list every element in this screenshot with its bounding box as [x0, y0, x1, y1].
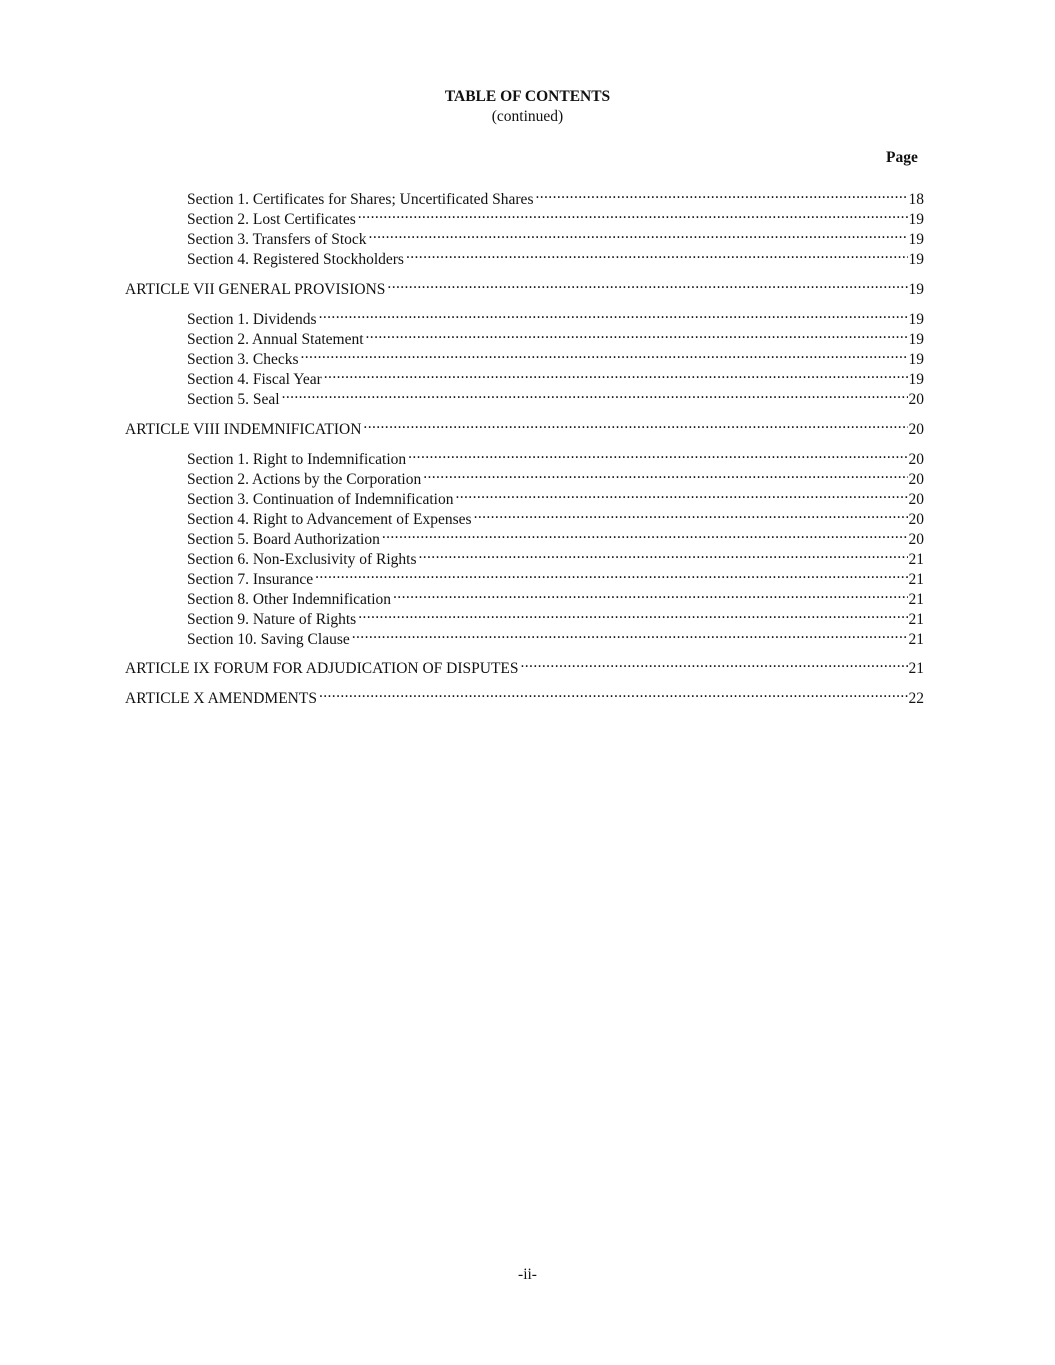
toc-entry[interactable] — [187, 304, 924, 328]
toc-entry-page: 19 — [908, 281, 924, 298]
toc-entry[interactable] — [187, 384, 924, 408]
toc-entry-page: 21 — [908, 611, 924, 628]
dot-leader — [369, 224, 908, 244]
toc-entry[interactable] — [187, 544, 924, 568]
page-number-footer: -ii- — [518, 1266, 537, 1283]
toc-entry[interactable] — [187, 244, 924, 268]
toc-entry-title: Section 3. Transfers of Stock — [187, 231, 367, 248]
toc-entry-title: Section 4. Right to Advancement of Expenses — [187, 511, 472, 528]
toc-entry[interactable] — [187, 444, 924, 468]
toc-entry-title: ARTICLE X AMENDMENTS — [125, 690, 317, 707]
toc-entry-title: ARTICLE VII GENERAL PROVISIONS — [125, 281, 386, 298]
toc-entry-page: 19 — [908, 351, 924, 368]
dot-leader — [382, 524, 908, 544]
toc-entry-title: Section 5. Board Authorization — [187, 531, 380, 548]
toc-entry-page: 21 — [908, 571, 924, 588]
dot-leader — [352, 624, 908, 644]
toc-entry-title: Section 3. Continuation of Indemnification — [187, 491, 454, 508]
toc-article-entry[interactable] — [125, 683, 924, 707]
toc-entry-title: Section 6. Non-Exclusivity of Rights — [187, 551, 417, 568]
toc-entry-title: Section 10. Saving Clause — [187, 631, 350, 648]
toc-entry-title: Section 4. Registered Stockholders — [187, 251, 404, 268]
dot-leader — [423, 464, 907, 484]
toc-entry-page: 19 — [908, 211, 924, 228]
toc-entry-page: 20 — [908, 511, 924, 528]
dot-leader — [319, 683, 908, 703]
toc-entry[interactable] — [187, 184, 924, 208]
toc-entry[interactable] — [187, 324, 924, 348]
toc-entry-title: Section 5. Seal — [187, 391, 280, 408]
dot-leader — [474, 504, 908, 524]
toc-article-entry[interactable] — [125, 414, 924, 438]
toc-entry[interactable] — [187, 524, 924, 548]
dot-leader — [521, 653, 908, 673]
toc-subheading: (continued) — [491, 108, 564, 125]
toc-entry-page: 19 — [908, 251, 924, 268]
toc-entry-page: 19 — [908, 331, 924, 348]
toc-entry-page: 19 — [908, 371, 924, 388]
dot-leader — [366, 324, 908, 344]
toc-entry-page: 22 — [908, 690, 924, 707]
toc-entry-title: ARTICLE VIII INDEMNIFICATION — [125, 421, 362, 438]
dot-leader — [455, 484, 907, 504]
dot-leader — [358, 204, 908, 224]
toc-entry[interactable] — [187, 484, 924, 508]
toc-entry-title: Section 2. Actions by the Corporation — [187, 471, 422, 488]
dot-leader — [387, 274, 907, 294]
toc-entry-title: Section 9. Nature of Rights — [187, 611, 357, 628]
toc-article-entry[interactable] — [125, 653, 924, 677]
toc-entry-page: 19 — [908, 311, 924, 328]
toc-entry-page: 20 — [908, 491, 924, 508]
toc-entry-page: 20 — [908, 471, 924, 488]
dot-leader — [319, 304, 908, 324]
dot-leader — [315, 564, 907, 584]
toc-entry[interactable] — [187, 564, 924, 588]
toc-entry-page: 20 — [908, 421, 924, 438]
toc-entry-page: 18 — [908, 191, 924, 208]
toc-entry-title: Section 2. Annual Statement — [187, 331, 364, 348]
toc-entry[interactable] — [187, 204, 924, 228]
dot-leader — [406, 244, 908, 264]
toc-entry-title: Section 3. Checks — [187, 351, 299, 368]
toc-entry[interactable] — [187, 344, 924, 368]
dot-leader — [301, 344, 908, 364]
toc-entry[interactable] — [187, 504, 924, 528]
toc-entry-page: 20 — [908, 451, 924, 468]
toc-entry[interactable] — [187, 584, 924, 608]
toc-entry-title: Section 8. Other Indemnification — [187, 591, 392, 608]
toc-entry[interactable] — [187, 464, 924, 488]
toc-entry[interactable] — [187, 624, 924, 648]
page-column-label: Page — [886, 149, 918, 166]
dot-leader — [418, 544, 907, 564]
dot-leader — [324, 364, 908, 384]
toc-article-entry[interactable] — [125, 274, 924, 298]
toc-entry-title: Section 1. Certificates for Shares; Uncertificated Shares — [187, 191, 534, 208]
toc-heading: TABLE OF CONTENTS — [444, 88, 611, 105]
toc-entry-page: 21 — [908, 660, 924, 677]
toc-entry-title: Section 2. Lost Certificates — [187, 211, 356, 228]
dot-leader — [393, 584, 907, 604]
toc-entry-title: Section 4. Fiscal Year — [187, 371, 322, 388]
dot-leader — [363, 414, 907, 434]
toc-entry-title: ARTICLE IX FORUM FOR ADJUDICATION OF DISPUTES — [125, 660, 519, 677]
dot-leader — [535, 184, 907, 204]
toc-entry-page: 20 — [908, 531, 924, 548]
toc-entry-page: 20 — [908, 391, 924, 408]
toc-entry[interactable] — [187, 224, 924, 248]
toc-entry[interactable] — [187, 364, 924, 388]
toc-entry-page: 21 — [908, 551, 924, 568]
toc-entry[interactable] — [187, 604, 924, 628]
toc-entry-title: Section 7. Insurance — [187, 571, 314, 588]
dot-leader — [408, 444, 907, 464]
toc-entry-title: Section 1. Right to Indemnification — [187, 451, 407, 468]
toc-entry-page: 19 — [908, 231, 924, 248]
toc-entry-page: 21 — [908, 591, 924, 608]
dot-leader — [358, 604, 907, 624]
toc-entry-title: Section 1. Dividends — [187, 311, 317, 328]
toc-entry-page: 21 — [908, 631, 924, 648]
dot-leader — [282, 384, 908, 404]
